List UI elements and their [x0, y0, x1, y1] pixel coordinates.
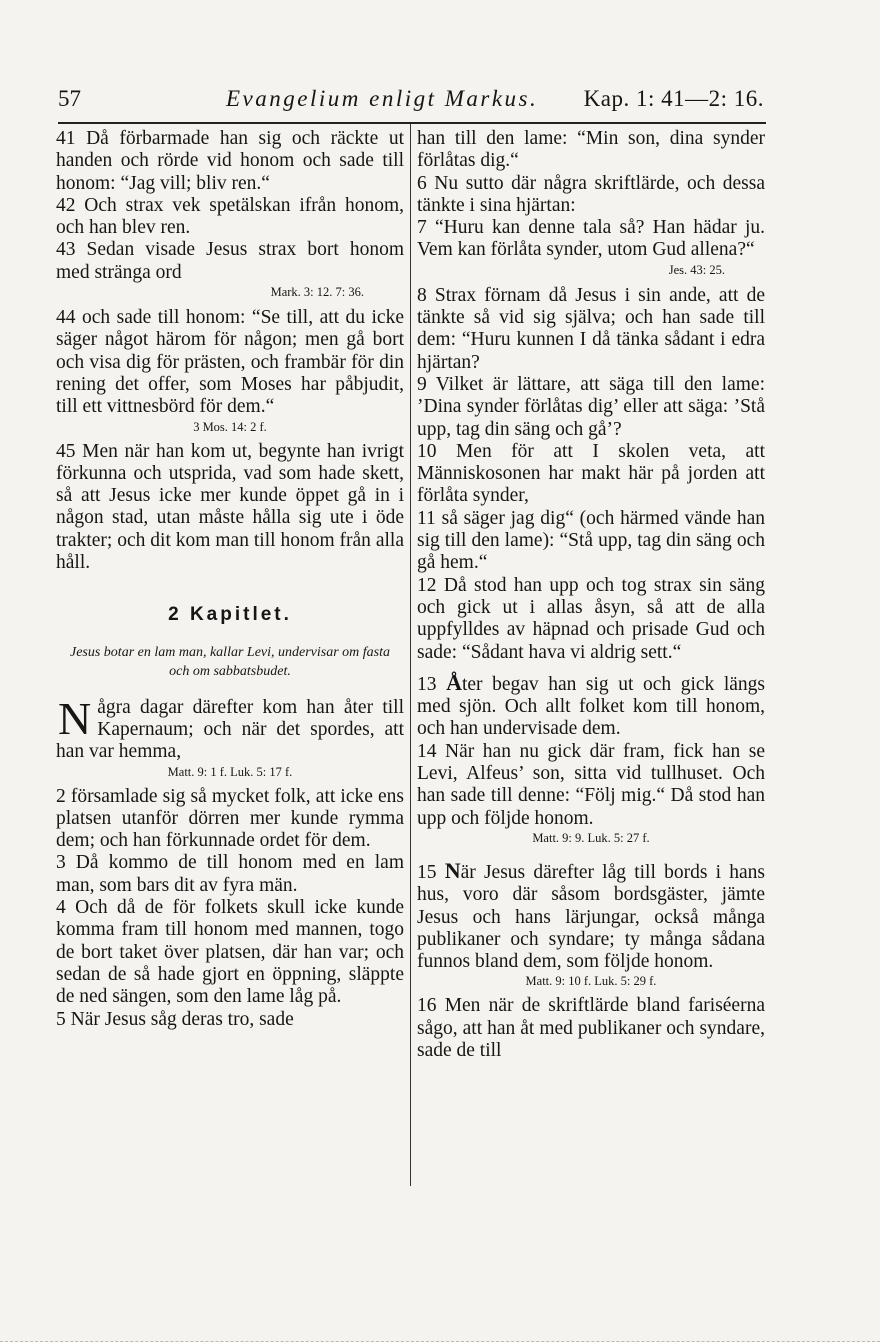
verse-number: 13 — [417, 673, 447, 695]
cross-reference: Matt. 9: 9. Luk. 5: 27 f. — [532, 830, 650, 845]
verse-15-text: är Jesus därefter låg till bords i hans hus, voro där såsom bordsgäster, jämte Jesus och hans lärjungar, också många publikaner och syndare; ty många sådana funnos bland dem, som följde honom. — [417, 861, 766, 973]
verse-14: 14 När han nu gick där fram, fick han se Levi, Alfeus’ son, sitta vid tullhuset. Och han sade till denne: “Följ mig.“ Då stod han upp och följde honom. — [417, 740, 765, 829]
chapter-summary: Jesus botar en lam man, kallar Levi, undervisar om fasta och om sabbatsbudet. — [69, 644, 391, 679]
verse-13-text: ter begav han sig ut och gick längs med sjön. Och allt folket kom till honom, och han undervisade dem. — [417, 673, 765, 740]
verse-number: 15 — [417, 861, 445, 883]
verse-2: 2 församlade sig så mycket folk, att icke ens platsen utanför dörren mer kunde rymma dem; och han förkunnade ordet för dem. — [56, 785, 404, 852]
verse-41: 41 Då förbarmade han sig och räckte ut handen och rörde vid honom och sade till honom: “Jag vill; bliv ren.“ — [56, 128, 404, 194]
page-header — [58, 86, 764, 120]
verse-42: 42 Och strax vek spetälskan ifrån honom, och han blev ren. — [56, 194, 404, 239]
verse-8: 8 Strax förnam då Jesus i sin ande, att de tänkte så vid sig själva; och han sade till dem: “Huru kunnen I då tänka sådant i edra hjärtan? — [417, 284, 765, 373]
page-number: 57 — [58, 86, 81, 111]
cross-reference: Matt. 9: 10 f. Luk. 5: 29 f. — [525, 974, 657, 989]
drop-cap: N — [58, 692, 92, 744]
cross-reference: 3 Mos. 14: 2 f. — [193, 419, 267, 434]
right-column — [417, 128, 765, 1062]
header-rule — [58, 122, 766, 124]
verse-15 — [417, 857, 766, 973]
left-column — [56, 128, 404, 1031]
column-divider — [410, 124, 411, 1186]
verse-13 — [417, 669, 765, 741]
verse-1-text: ågra dagar därefter kom han åter till Kapernaum; och när det spordes, att han var hemma, — [56, 696, 404, 763]
verse-7: 7 “Huru kan denne tala så? Han hädar ju. Vem kan förlåta synder, utom Gud allena?“ — [417, 217, 765, 261]
verse-6: 6 Nu sutto där några skriftlärde, och dessa tänkte i sina hjärtan: — [417, 172, 765, 216]
running-title: Evangelium enligt Markus. — [226, 86, 539, 111]
verse-44: 44 och sade till honom: “Se till, att du icke säger något härom för någon; men gå bort och visa dig för prästen, och frambär för din rening det offer, som Moses har påbjudit, till ett vittnesbörd för dem.“ — [56, 307, 404, 418]
chapter-reference: Kap. 1: 41—2: 16. — [583, 86, 764, 111]
chapter-heading: 2 Kapitlet. — [168, 604, 292, 626]
verse-12: 12 Då stod han upp och tog strax sin säng och gick ut i allas åsyn, så att de alla uppfylldes av häpnad och prisade Gud och sade: “Sådant hava vi aldrig sett.“ — [417, 574, 765, 663]
verse-5: 5 När Jesus såg deras tro, sade — [56, 1008, 294, 1030]
cross-reference: Matt. 9: 1 f. Luk. 5: 17 f. — [167, 764, 293, 779]
cross-reference: Mark. 3: 12. 7: 36. — [270, 285, 364, 300]
verse-10: 10 Men för att I skolen veta, att Människosonen har makt här på jorden att förlåta synder, — [417, 440, 765, 507]
verse-45: 45 Men när han kom ut, begynte han ivrigt förkunna och utsprida, vad som hade skett, så att Jesus icke mer kunde öppet gå in i någon stad, utan måste hålla sig ute i öde trakter; och dit kom man till honom från alla håll. — [56, 440, 404, 574]
verse-11: 11 så säger jag dig“ (och härmed vände han sig till den lame): “Stå upp, tag din säng och gå hem.“ — [417, 507, 765, 574]
verse-4: 4 Och då de för folkets skull icke kunde komma fram till honom med mannen, togo de bort taket över platsen, där han var; och sedan de så hade gjort en öppning, släppte de ned sängen, som den lame låg på. — [56, 897, 404, 1008]
verse-16: 16 Men när de skriftlärde bland fariséerna sågo, att han åt med publikaner och syndare, sade de till — [417, 995, 765, 1061]
verse-5-continued: han till den lame: “Min son, dina synder förlåtas dig.“ — [417, 128, 765, 172]
verse-1 — [56, 692, 404, 764]
section-initial: Å — [446, 669, 462, 695]
section-initial: N — [444, 857, 461, 883]
verse-43: 43 Sedan visade Jesus strax bort honom med stränga ord — [56, 239, 404, 283]
verse-3: 3 Då kommo de till honom med en lam man, som bars dit av fyra män. — [56, 852, 404, 896]
cross-reference: Jes. 43: 25. — [668, 262, 725, 277]
verse-9: 9 Vilket är lättare, att säga till den lame: ’Dina synder förlåtas dig’ eller att säga: ’Stå upp, tag din säng och gå’? — [417, 373, 765, 440]
